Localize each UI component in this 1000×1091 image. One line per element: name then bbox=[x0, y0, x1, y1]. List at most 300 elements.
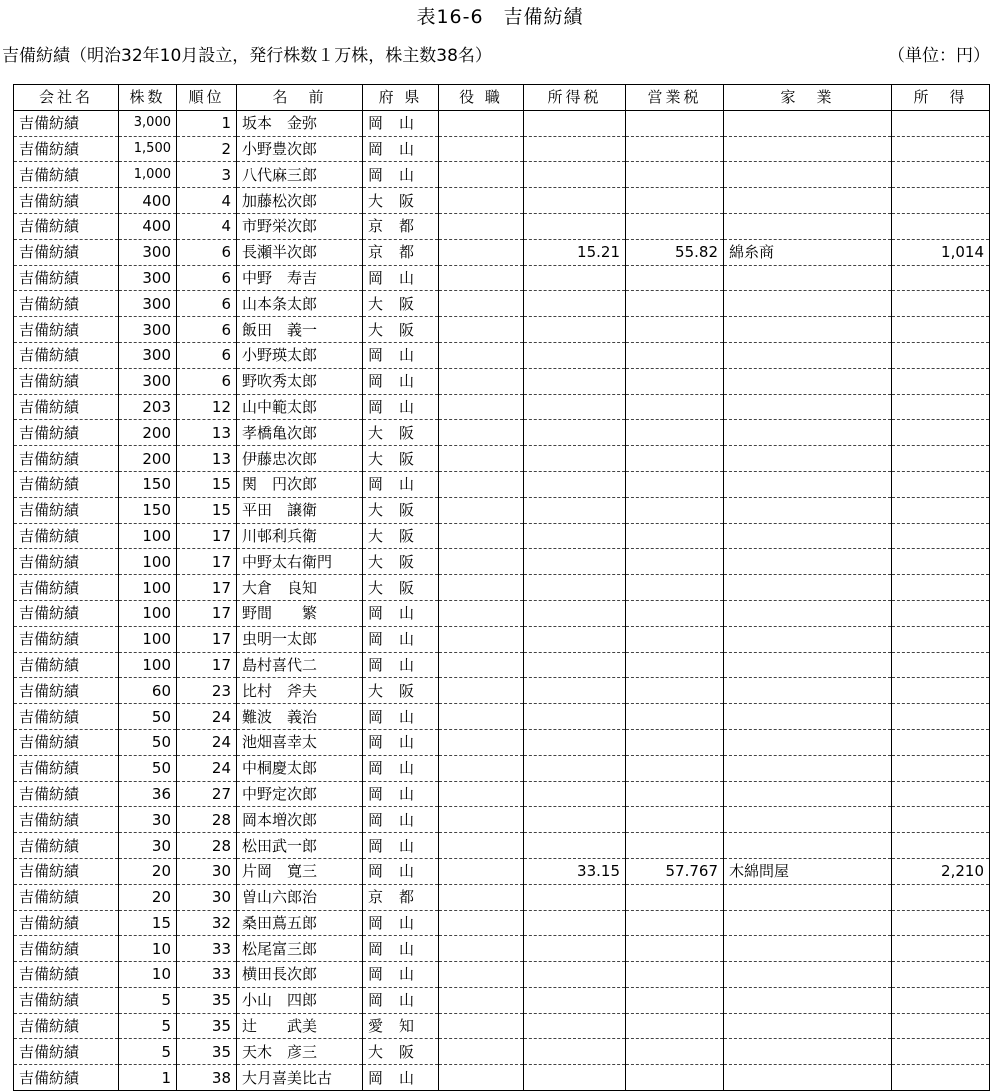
cell-income-tax bbox=[524, 549, 626, 575]
header-name: 名 前 bbox=[237, 85, 363, 111]
cell-company: 吉備紡績 bbox=[14, 652, 119, 678]
table-row bbox=[14, 729, 990, 755]
cell-family-business bbox=[724, 446, 892, 472]
cell-post bbox=[439, 652, 524, 678]
cell-name: 中野太右衛門 bbox=[237, 549, 363, 575]
table-row bbox=[14, 523, 990, 549]
table-row bbox=[14, 446, 990, 472]
cell-income bbox=[892, 626, 990, 652]
cell-income bbox=[892, 291, 990, 317]
cell-post bbox=[439, 833, 524, 859]
cell-rank: 24 bbox=[177, 704, 237, 730]
cell-family-business bbox=[724, 833, 892, 859]
cell-post bbox=[439, 188, 524, 214]
table-row bbox=[14, 833, 990, 859]
cell-family-business bbox=[724, 523, 892, 549]
cell-business-tax bbox=[626, 600, 724, 626]
cell-company: 吉備紡績 bbox=[14, 1039, 119, 1065]
cell-rank: 15 bbox=[177, 471, 237, 497]
cell-prefecture: 大阪 bbox=[363, 523, 439, 549]
cell-income bbox=[892, 781, 990, 807]
cell-income-tax bbox=[524, 394, 626, 420]
table-row bbox=[14, 884, 990, 910]
cell-business-tax bbox=[626, 110, 724, 136]
cell-business-tax bbox=[626, 833, 724, 859]
table-row bbox=[14, 265, 990, 291]
table-row bbox=[14, 910, 990, 936]
cell-income bbox=[892, 1013, 990, 1039]
cell-name: 曽山六郎治 bbox=[237, 884, 363, 910]
cell-shares: 100 bbox=[119, 600, 177, 626]
cell-post bbox=[439, 549, 524, 575]
cell-post bbox=[439, 781, 524, 807]
cell-shares: 15 bbox=[119, 910, 177, 936]
cell-family-business bbox=[724, 884, 892, 910]
header-business-tax: 営業税 bbox=[626, 85, 724, 111]
cell-business-tax bbox=[626, 188, 724, 214]
header-income-tax: 所得税 bbox=[524, 85, 626, 111]
cell-name: 天木 彦三 bbox=[237, 1039, 363, 1065]
cell-income-tax bbox=[524, 936, 626, 962]
cell-business-tax bbox=[626, 162, 724, 188]
table-row bbox=[14, 600, 990, 626]
cell-rank: 35 bbox=[177, 1013, 237, 1039]
cell-shares: 300 bbox=[119, 368, 177, 394]
cell-business-tax bbox=[626, 523, 724, 549]
cell-rank: 6 bbox=[177, 317, 237, 343]
cell-company: 吉備紡績 bbox=[14, 807, 119, 833]
cell-family-business bbox=[724, 394, 892, 420]
cell-name: 野間 繁 bbox=[237, 600, 363, 626]
cell-income-tax: 15.21 bbox=[524, 239, 626, 265]
cell-income-tax bbox=[524, 704, 626, 730]
cell-business-tax bbox=[626, 575, 724, 601]
header-row bbox=[14, 85, 990, 111]
cell-income-tax bbox=[524, 188, 626, 214]
cell-company: 吉備紡績 bbox=[14, 394, 119, 420]
cell-business-tax bbox=[626, 291, 724, 317]
cell-family-business bbox=[724, 368, 892, 394]
cell-name: 比村 斧夫 bbox=[237, 678, 363, 704]
cell-rank: 4 bbox=[177, 188, 237, 214]
cell-income-tax bbox=[524, 265, 626, 291]
cell-income-tax bbox=[524, 910, 626, 936]
table-row bbox=[14, 987, 990, 1013]
cell-shares: 50 bbox=[119, 704, 177, 730]
cell-prefecture: 岡山 bbox=[363, 1065, 439, 1091]
table-row bbox=[14, 704, 990, 730]
cell-income bbox=[892, 471, 990, 497]
cell-shares: 100 bbox=[119, 549, 177, 575]
cell-rank: 1 bbox=[177, 110, 237, 136]
table-title: 表16-6 吉備紡績 bbox=[416, 6, 584, 28]
cell-shares: 3,000 bbox=[119, 110, 177, 136]
cell-name: 辻 武美 bbox=[237, 1013, 363, 1039]
cell-post bbox=[439, 394, 524, 420]
cell-post bbox=[439, 575, 524, 601]
cell-company: 吉備紡績 bbox=[14, 239, 119, 265]
cell-rank: 6 bbox=[177, 265, 237, 291]
cell-shares: 50 bbox=[119, 729, 177, 755]
cell-company: 吉備紡績 bbox=[14, 265, 119, 291]
cell-post bbox=[439, 239, 524, 265]
cell-prefecture: 岡山 bbox=[363, 162, 439, 188]
cell-name: 大月喜美比古 bbox=[237, 1065, 363, 1091]
cell-prefecture: 大阪 bbox=[363, 317, 439, 343]
cell-name: 池畑喜幸太 bbox=[237, 729, 363, 755]
cell-company: 吉備紡績 bbox=[14, 162, 119, 188]
cell-rank: 27 bbox=[177, 781, 237, 807]
cell-post bbox=[439, 342, 524, 368]
cell-rank: 3 bbox=[177, 162, 237, 188]
cell-rank: 4 bbox=[177, 213, 237, 239]
cell-family-business bbox=[724, 213, 892, 239]
cell-company: 吉備紡績 bbox=[14, 188, 119, 214]
cell-shares: 100 bbox=[119, 575, 177, 601]
cell-post bbox=[439, 471, 524, 497]
cell-rank: 13 bbox=[177, 446, 237, 472]
cell-prefecture: 大阪 bbox=[363, 291, 439, 317]
cell-post bbox=[439, 1013, 524, 1039]
cell-post bbox=[439, 1039, 524, 1065]
cell-post bbox=[439, 678, 524, 704]
cell-family-business bbox=[724, 781, 892, 807]
cell-shares: 10 bbox=[119, 962, 177, 988]
cell-business-tax bbox=[626, 368, 724, 394]
cell-post bbox=[439, 936, 524, 962]
cell-name: 飯田 義一 bbox=[237, 317, 363, 343]
cell-income bbox=[892, 446, 990, 472]
cell-prefecture: 岡山 bbox=[363, 936, 439, 962]
cell-income-tax: 33.15 bbox=[524, 858, 626, 884]
cell-business-tax bbox=[626, 755, 724, 781]
cell-income bbox=[892, 420, 990, 446]
cell-post bbox=[439, 987, 524, 1013]
table-row bbox=[14, 342, 990, 368]
cell-business-tax bbox=[626, 497, 724, 523]
header-rank: 順位 bbox=[177, 85, 237, 111]
cell-company: 吉備紡績 bbox=[14, 600, 119, 626]
cell-company: 吉備紡績 bbox=[14, 213, 119, 239]
cell-family-business bbox=[724, 1065, 892, 1091]
cell-business-tax bbox=[626, 807, 724, 833]
table-row bbox=[14, 549, 990, 575]
cell-family-business bbox=[724, 962, 892, 988]
cell-prefecture: 岡山 bbox=[363, 600, 439, 626]
cell-income bbox=[892, 110, 990, 136]
cell-prefecture: 岡山 bbox=[363, 729, 439, 755]
cell-prefecture: 岡山 bbox=[363, 858, 439, 884]
cell-company: 吉備紡績 bbox=[14, 523, 119, 549]
cell-name: 小野豊次郎 bbox=[237, 136, 363, 162]
cell-prefecture: 岡山 bbox=[363, 368, 439, 394]
cell-income-tax bbox=[524, 1039, 626, 1065]
cell-company: 吉備紡績 bbox=[14, 342, 119, 368]
cell-income bbox=[892, 265, 990, 291]
cell-post bbox=[439, 291, 524, 317]
cell-business-tax bbox=[626, 446, 724, 472]
cell-company: 吉備紡績 bbox=[14, 678, 119, 704]
cell-income-tax bbox=[524, 291, 626, 317]
cell-family-business bbox=[724, 497, 892, 523]
cell-income bbox=[892, 729, 990, 755]
cell-shares: 1,500 bbox=[119, 136, 177, 162]
cell-prefecture: 大阪 bbox=[363, 678, 439, 704]
cell-name: 松田武一郎 bbox=[237, 833, 363, 859]
cell-company: 吉備紡績 bbox=[14, 833, 119, 859]
cell-company: 吉備紡績 bbox=[14, 575, 119, 601]
cell-shares: 30 bbox=[119, 833, 177, 859]
table-row bbox=[14, 317, 990, 343]
cell-rank: 17 bbox=[177, 626, 237, 652]
cell-prefecture: 岡山 bbox=[363, 471, 439, 497]
cell-shares: 300 bbox=[119, 291, 177, 317]
cell-name: 中野 寿吉 bbox=[237, 265, 363, 291]
cell-post bbox=[439, 446, 524, 472]
cell-company: 吉備紡績 bbox=[14, 291, 119, 317]
cell-business-tax bbox=[626, 317, 724, 343]
table-row bbox=[14, 188, 990, 214]
cell-business-tax: 57.767 bbox=[626, 858, 724, 884]
cell-family-business bbox=[724, 626, 892, 652]
cell-rank: 33 bbox=[177, 962, 237, 988]
cell-family-business bbox=[724, 1013, 892, 1039]
cell-business-tax bbox=[626, 213, 724, 239]
cell-business-tax bbox=[626, 729, 724, 755]
cell-shares: 100 bbox=[119, 523, 177, 549]
cell-prefecture: 京都 bbox=[363, 884, 439, 910]
cell-company: 吉備紡績 bbox=[14, 962, 119, 988]
cell-business-tax bbox=[626, 962, 724, 988]
cell-name: 山本条太郎 bbox=[237, 291, 363, 317]
cell-company: 吉備紡績 bbox=[14, 781, 119, 807]
cell-name: 関 円次郎 bbox=[237, 471, 363, 497]
cell-company: 吉備紡績 bbox=[14, 317, 119, 343]
cell-post bbox=[439, 962, 524, 988]
cell-post bbox=[439, 368, 524, 394]
cell-income-tax bbox=[524, 1013, 626, 1039]
cell-family-business bbox=[724, 110, 892, 136]
cell-family-business: 綿糸商 bbox=[724, 239, 892, 265]
cell-name: 山中範太郎 bbox=[237, 394, 363, 420]
cell-company: 吉備紡績 bbox=[14, 858, 119, 884]
cell-income bbox=[892, 987, 990, 1013]
cell-name: 松尾富三郎 bbox=[237, 936, 363, 962]
cell-business-tax bbox=[626, 884, 724, 910]
cell-shares: 5 bbox=[119, 1039, 177, 1065]
cell-rank: 15 bbox=[177, 497, 237, 523]
table-row bbox=[14, 626, 990, 652]
cell-shares: 300 bbox=[119, 265, 177, 291]
header-income: 所 得 bbox=[892, 85, 990, 111]
cell-rank: 6 bbox=[177, 291, 237, 317]
cell-rank: 35 bbox=[177, 1039, 237, 1065]
cell-post bbox=[439, 497, 524, 523]
cell-income bbox=[892, 1065, 990, 1091]
cell-shares: 5 bbox=[119, 987, 177, 1013]
cell-family-business bbox=[724, 188, 892, 214]
cell-income bbox=[892, 188, 990, 214]
cell-post bbox=[439, 162, 524, 188]
cell-name: 大倉 良知 bbox=[237, 575, 363, 601]
table-row bbox=[14, 781, 990, 807]
cell-name: 川邨利兵衛 bbox=[237, 523, 363, 549]
cell-post bbox=[439, 523, 524, 549]
cell-shares: 100 bbox=[119, 626, 177, 652]
cell-business-tax bbox=[626, 1013, 724, 1039]
cell-prefecture: 岡山 bbox=[363, 394, 439, 420]
cell-name: 市野栄次郎 bbox=[237, 213, 363, 239]
cell-prefecture: 大阪 bbox=[363, 549, 439, 575]
cell-post bbox=[439, 755, 524, 781]
cell-prefecture: 岡山 bbox=[363, 833, 439, 859]
cell-company: 吉備紡績 bbox=[14, 626, 119, 652]
cell-income-tax bbox=[524, 729, 626, 755]
cell-prefecture: 愛知 bbox=[363, 1013, 439, 1039]
cell-prefecture: 大阪 bbox=[363, 575, 439, 601]
cell-prefecture: 岡山 bbox=[363, 962, 439, 988]
cell-family-business bbox=[724, 291, 892, 317]
cell-company: 吉備紡績 bbox=[14, 704, 119, 730]
table-row bbox=[14, 291, 990, 317]
cell-rank: 17 bbox=[177, 600, 237, 626]
table-row bbox=[14, 471, 990, 497]
cell-family-business bbox=[724, 729, 892, 755]
cell-rank: 23 bbox=[177, 678, 237, 704]
cell-income-tax bbox=[524, 136, 626, 162]
cell-rank: 17 bbox=[177, 523, 237, 549]
cell-post bbox=[439, 136, 524, 162]
cell-shares: 300 bbox=[119, 342, 177, 368]
cell-income bbox=[892, 549, 990, 575]
cell-income-tax bbox=[524, 755, 626, 781]
cell-name: 中桐慶太郎 bbox=[237, 755, 363, 781]
cell-business-tax bbox=[626, 420, 724, 446]
cell-post bbox=[439, 858, 524, 884]
cell-shares: 60 bbox=[119, 678, 177, 704]
cell-shares: 400 bbox=[119, 213, 177, 239]
cell-post bbox=[439, 910, 524, 936]
cell-income bbox=[892, 162, 990, 188]
cell-family-business bbox=[724, 265, 892, 291]
table-row bbox=[14, 239, 990, 265]
cell-rank: 24 bbox=[177, 729, 237, 755]
cell-income-tax bbox=[524, 446, 626, 472]
cell-business-tax bbox=[626, 394, 724, 420]
cell-income-tax bbox=[524, 317, 626, 343]
cell-rank: 33 bbox=[177, 936, 237, 962]
cell-post bbox=[439, 317, 524, 343]
cell-prefecture: 京都 bbox=[363, 213, 439, 239]
cell-company: 吉備紡績 bbox=[14, 755, 119, 781]
cell-prefecture: 岡山 bbox=[363, 807, 439, 833]
cell-company: 吉備紡績 bbox=[14, 368, 119, 394]
cell-income-tax bbox=[524, 497, 626, 523]
cell-prefecture: 岡山 bbox=[363, 265, 439, 291]
cell-name: 中野定次郎 bbox=[237, 781, 363, 807]
cell-income bbox=[892, 394, 990, 420]
cell-income bbox=[892, 600, 990, 626]
cell-name: 野吹秀太郎 bbox=[237, 368, 363, 394]
cell-shares: 200 bbox=[119, 446, 177, 472]
cell-business-tax bbox=[626, 652, 724, 678]
cell-shares: 1,000 bbox=[119, 162, 177, 188]
cell-business-tax bbox=[626, 626, 724, 652]
cell-post bbox=[439, 420, 524, 446]
cell-company: 吉備紡績 bbox=[14, 729, 119, 755]
cell-rank: 32 bbox=[177, 910, 237, 936]
cell-rank: 28 bbox=[177, 833, 237, 859]
unit-label: （単位：円） bbox=[888, 46, 990, 66]
cell-shares: 20 bbox=[119, 858, 177, 884]
cell-company: 吉備紡績 bbox=[14, 446, 119, 472]
cell-name: 桑田蔦五郎 bbox=[237, 910, 363, 936]
cell-income-tax bbox=[524, 884, 626, 910]
cell-business-tax bbox=[626, 136, 724, 162]
table-row bbox=[14, 678, 990, 704]
cell-income bbox=[892, 368, 990, 394]
table-row bbox=[14, 368, 990, 394]
table-row bbox=[14, 110, 990, 136]
cell-post bbox=[439, 1065, 524, 1091]
cell-name: 虫明一太郎 bbox=[237, 626, 363, 652]
cell-prefecture: 岡山 bbox=[363, 781, 439, 807]
cell-income bbox=[892, 213, 990, 239]
cell-name: 平田 譲衛 bbox=[237, 497, 363, 523]
table-row bbox=[14, 962, 990, 988]
cell-shares: 300 bbox=[119, 239, 177, 265]
cell-rank: 13 bbox=[177, 420, 237, 446]
cell-income-tax bbox=[524, 1065, 626, 1091]
cell-name: 小野瑛太郎 bbox=[237, 342, 363, 368]
cell-family-business bbox=[724, 342, 892, 368]
header-shares: 株数 bbox=[119, 85, 177, 111]
table-subtitle: 吉備紡績（明治32年10月設立，発行株数１万株，株主数38名） bbox=[2, 46, 492, 66]
table-row bbox=[14, 420, 990, 446]
cell-company: 吉備紡績 bbox=[14, 884, 119, 910]
cell-prefecture: 大阪 bbox=[363, 1039, 439, 1065]
cell-income-tax bbox=[524, 807, 626, 833]
table-row bbox=[14, 807, 990, 833]
cell-shares: 10 bbox=[119, 936, 177, 962]
cell-name: 伊藤忠次郎 bbox=[237, 446, 363, 472]
cell-name: 八代麻三郎 bbox=[237, 162, 363, 188]
cell-name: 岡本増次郎 bbox=[237, 807, 363, 833]
cell-name: 加藤松次郎 bbox=[237, 188, 363, 214]
cell-income-tax bbox=[524, 523, 626, 549]
cell-prefecture: 大阪 bbox=[363, 188, 439, 214]
cell-company: 吉備紡績 bbox=[14, 987, 119, 1013]
cell-post bbox=[439, 110, 524, 136]
cell-income-tax bbox=[524, 342, 626, 368]
cell-business-tax bbox=[626, 1065, 724, 1091]
cell-income-tax bbox=[524, 626, 626, 652]
cell-income-tax bbox=[524, 471, 626, 497]
table-row bbox=[14, 936, 990, 962]
cell-prefecture: 岡山 bbox=[363, 136, 439, 162]
cell-prefecture: 岡山 bbox=[363, 626, 439, 652]
cell-shares: 30 bbox=[119, 807, 177, 833]
cell-rank: 38 bbox=[177, 1065, 237, 1091]
cell-family-business bbox=[724, 678, 892, 704]
cell-post bbox=[439, 213, 524, 239]
cell-shares: 150 bbox=[119, 497, 177, 523]
cell-family-business bbox=[724, 936, 892, 962]
cell-post bbox=[439, 807, 524, 833]
table-row bbox=[14, 858, 990, 884]
header-company: 会社名 bbox=[14, 85, 119, 111]
cell-prefecture: 岡山 bbox=[363, 342, 439, 368]
